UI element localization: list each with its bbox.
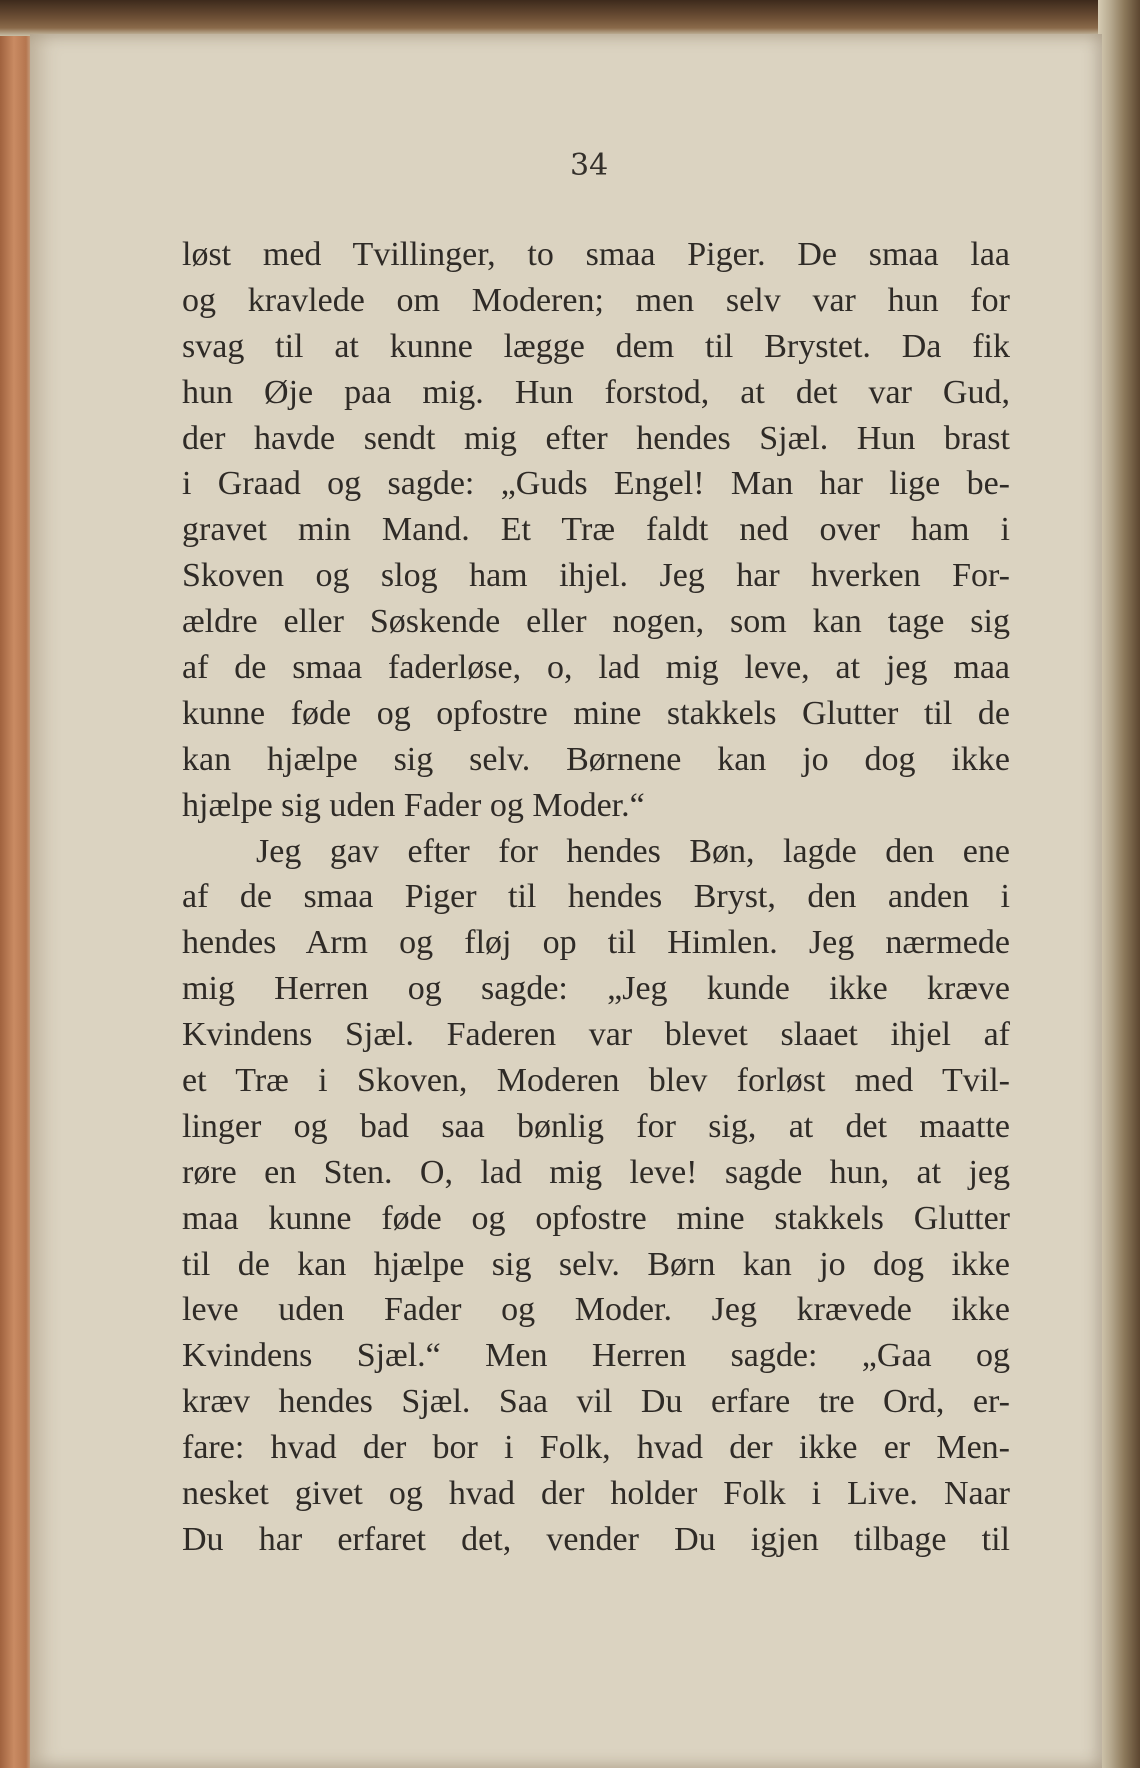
text-line: kræv hendes Sjæl. Saa vil Du erfare tre Ord, er- (182, 1383, 1010, 1421)
text-line: et Træ i Skoven, Moderen blev forløst med Tvil- (182, 1062, 1010, 1100)
text-line: nesket givet og hvad der holder Folk i Live. Naar (182, 1475, 1010, 1513)
text-line: hjælpe sig uden Fader og Moder.“ (182, 786, 645, 824)
text-line: af de smaa faderløse, o, lad mig leve, at jeg maa (182, 649, 1010, 687)
text-line: der havde sendt mig efter hendes Sjæl. Hun brast (182, 419, 1010, 457)
text-line: Kvindens Sjæl.“ Men Herren sagde: „Gaa og (182, 1337, 1010, 1375)
text-line: Kvindens Sjæl. Faderen var blevet slaaet ihjel af (182, 1016, 1010, 1054)
text-line: svag til at kunne lægge dem til Brystet. Da fik (182, 327, 1010, 365)
text-line: i Graad og sagde: „Guds Engel! Man har lige be- (182, 465, 1010, 503)
text-line: linger og bad saa bønlig for sig, at det maatte (182, 1107, 1010, 1145)
text-line: kunne føde og opfostre mine stakkels Glutter til de (182, 694, 1010, 732)
body-text (182, 232, 1010, 1563)
text-line: Jeg gav efter for hendes Bøn, lagde den ene (256, 832, 1010, 870)
text-line: og kravlede om Moderen; men selv var hun for (182, 281, 1010, 319)
text-line: maa kunne føde og opfostre mine stakkels Glutter (182, 1199, 1010, 1237)
text-line: røre en Sten. O, lad mig leve! sagde hun, at jeg (182, 1153, 1010, 1191)
text-line: Skoven og slog ham ihjel. Jeg har hverken For- (182, 557, 1010, 595)
text-line: af de smaa Piger til hendes Bryst, den anden i (182, 878, 1010, 916)
text-line: kan hjælpe sig selv. Børnene kan jo dog ikke (182, 740, 1010, 778)
page-number: 34 (570, 148, 609, 183)
text-line: løst med Tvillinger, to smaa Piger. De smaa laa (182, 236, 1010, 273)
text-line: fare: hvad der bor i Folk, hvad der ikke er Men- (182, 1429, 1010, 1467)
text-line: til de kan hjælpe sig selv. Børn kan jo dog ikke (182, 1245, 1010, 1283)
text-line: Du har erfaret det, vender Du igjen tilbage til (182, 1520, 1010, 1558)
book-spine-edge (1098, 0, 1140, 1768)
text-line: leve uden Fader og Moder. Jeg krævede ikke (182, 1291, 1010, 1329)
book-top-edge (0, 0, 1140, 36)
text-line: hun Øje paa mig. Hun forstod, at det var Gud, (182, 373, 1010, 411)
text-line: mig Herren og sagde: „Jeg kunde ikke kræve (182, 970, 1010, 1008)
text-line: hendes Arm og fløj op til Himlen. Jeg nærmede (182, 924, 1010, 962)
text-line: ældre eller Søskende eller nogen, som kan tage sig (182, 603, 1010, 641)
text-line: gravet min Mand. Et Træ faldt ned over ham i (182, 511, 1010, 549)
